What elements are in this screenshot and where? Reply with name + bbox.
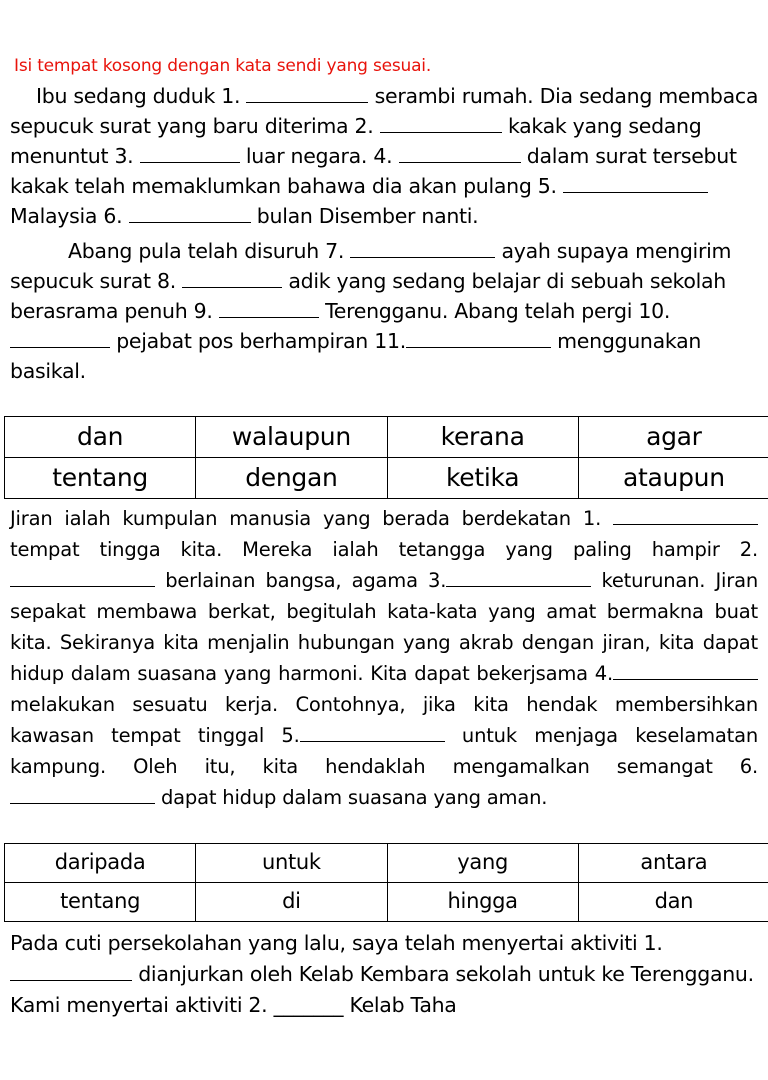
text-segment: berlainan bangsa, agama 3. [165,569,446,592]
blank-8[interactable] [182,287,282,288]
text-segment: untuk menjaga keselamatan kampung. Oleh itu, kita hendaklah mengamalkan semangat 6. [10,724,758,778]
text-segment: Jiran ialah kumpulan manusia yang berada berdekatan 1. [10,507,601,530]
blank-10[interactable] [10,347,110,348]
word-cell-di[interactable]: di [196,883,387,922]
table-row [5,458,768,499]
text-segment: Ibu sedang duduk 1. [36,84,240,108]
table-row [5,883,768,922]
table-row [5,417,768,458]
word-bank-1 [4,416,768,499]
text-segment: ayah supaya mengirim sepucuk surat 8. [10,239,731,293]
blank-e2-1[interactable] [613,524,758,525]
word-cell-untuk[interactable]: untuk [196,844,387,883]
word-cell-dan-2[interactable]: dan [578,883,768,922]
text-segment: luar negara. 4. [246,144,392,168]
word-cell-dan[interactable]: dan [5,417,196,458]
blank-4[interactable] [399,162,521,163]
word-cell-ataupun[interactable]: ataupun [578,458,768,499]
exercise-1-heading: Isi tempat kosong dengan kata sendi yang sesuai. [14,56,764,76]
text-segment: dianjurkan oleh Kelab Kembara sekolah untuk ke [138,962,624,986]
blank-e2-3[interactable] [446,586,591,587]
text-segment: keturunan. Jiran sepakat membawa berkat, begitulah kata-kata yang amat bermakna buat kita. Sekiranya kita menjalin hubungan yang akrab dengan jiran, kita dapat hidup dalam suasana yang harmoni. Kita dapat bekerjsama 4. [10,569,758,685]
word-bank-2 [4,843,768,922]
word-cell-walaupun[interactable]: walaupun [196,417,387,458]
blank-1[interactable] [246,102,368,103]
word-cell-tentang[interactable]: tentang [5,458,196,499]
worksheet-page [0,56,768,1080]
blank-2[interactable] [380,132,502,133]
table-row [5,844,768,883]
exercise-1-paragraph-2 [10,236,764,386]
text-segment: tempat tingga kita. Mereka ialah tetangga yang paling hampir 2. [10,538,758,561]
blank-e2-5[interactable] [300,741,445,742]
word-cell-hingga[interactable]: hingga [387,883,578,922]
blank-e2-2[interactable] [10,586,155,587]
text-segment: bulan Disember nanti. [257,204,479,228]
text-segment: kakak yang sedang menuntut 3. [10,114,701,168]
text-segment: dapat hidup dalam suasana yang aman. [161,786,547,809]
word-cell-ketika[interactable]: ketika [387,458,578,499]
text-segment: dalam surat tersebut kakak telah memaklumkan bahawa dia akan pulang 5. [10,144,737,198]
text-segment: Malaysia 6. [10,204,122,228]
word-cell-yang[interactable]: yang [387,844,578,883]
clipped-text-line: Terengganu. Kami menyertai aktiviti 2. _______ Kelab Taha [10,962,754,1017]
blank-e3-1[interactable] [10,980,132,981]
blank-e2-6[interactable] [10,803,155,804]
blank-6[interactable] [129,222,251,223]
text-segment: adik yang sedang belajar di sebuah sekolah berasrama penuh 9. [10,269,726,323]
blank-5[interactable] [563,192,708,193]
word-cell-dengan[interactable]: dengan [196,458,387,499]
text-segment: Abang pula telah disuruh 7. [68,239,344,263]
text-segment: menggunakan basikal. [10,329,701,383]
word-cell-kerana[interactable]: kerana [387,417,578,458]
exercise-1-paragraph-1 [10,81,764,231]
word-cell-tentang-2[interactable]: tentang [5,883,196,922]
text-segment: pejabat pos berhampiran 11. [116,329,406,353]
blank-3[interactable] [140,162,240,163]
text-segment: melakukan sesuatu kerja. Contohnya, jika kita hendak membersihkan kawasan tempat tinggal 5. [10,693,758,747]
blank-e2-4[interactable] [613,679,758,680]
text-segment: serambi rumah. Dia sedang membaca sepucuk surat yang baru diterima 2. [10,84,758,138]
blank-7[interactable] [350,257,495,258]
word-cell-antara[interactable]: antara [578,844,768,883]
word-cell-agar[interactable]: agar [578,417,768,458]
blank-9[interactable] [219,317,319,318]
exercise-2-paragraph [10,503,758,813]
word-cell-daripada[interactable]: daripada [5,844,196,883]
text-segment: Terengganu. Abang telah pergi 10. [325,299,670,323]
blank-11[interactable] [406,347,551,348]
exercise-3-paragraph [10,928,758,1021]
text-segment: Pada cuti persekolahan yang lalu, saya telah menyertai aktiviti 1. [10,931,663,955]
